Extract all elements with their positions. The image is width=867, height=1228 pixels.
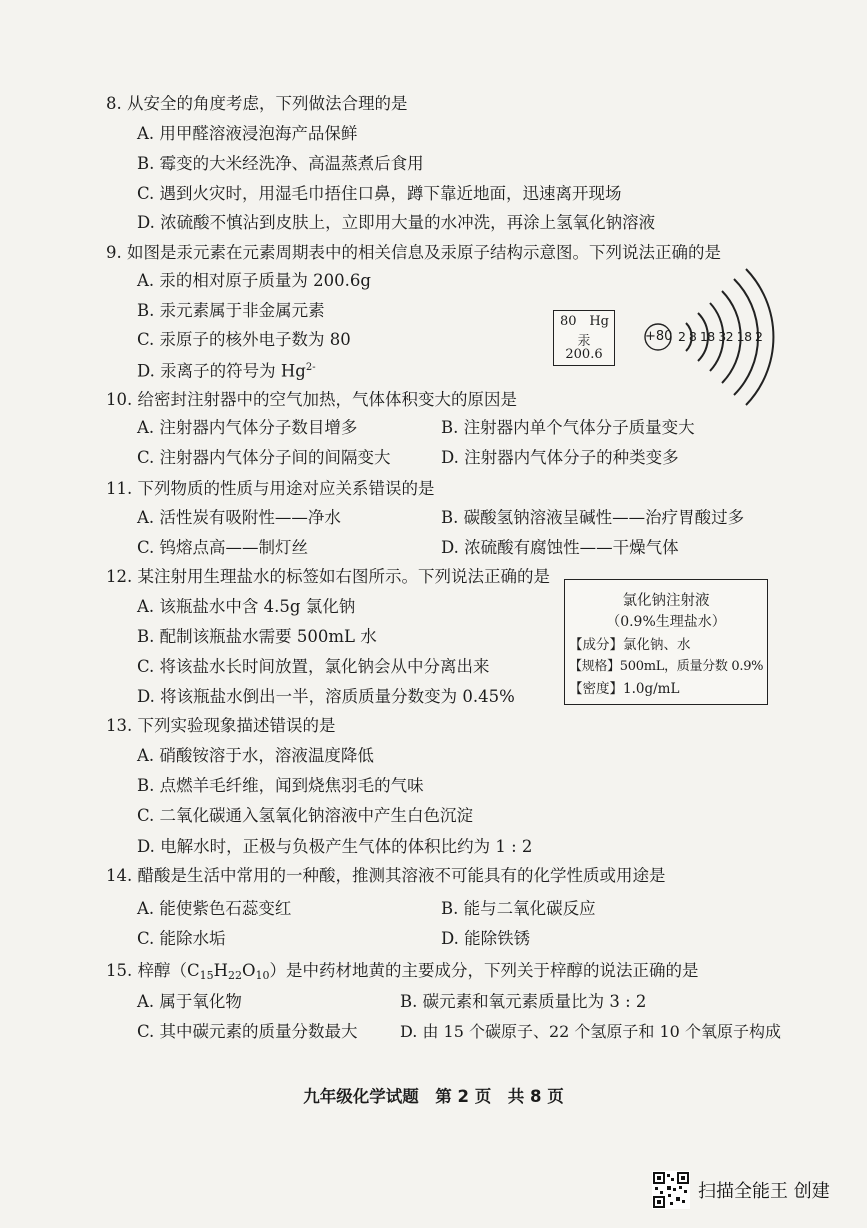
option-10a: A. 注射器内气体分子数目增多: [137, 418, 358, 437]
option-9c: C. 汞原子的核外电子数为 80: [137, 330, 351, 349]
option-13c: C. 二氧化碳通入氢氧化钠溶液中产生白色沉淀: [137, 806, 474, 825]
question-14: 14. 醋酸是生活中常用的一种酸，推测其溶液不可能具有的化学性质或用途是: [106, 866, 666, 885]
question-9: 9. 如图是汞元素在元素周期表中的相关信息及汞原子结构示意图。下列说法正确的是: [106, 243, 721, 262]
question-number: 8.: [106, 94, 122, 113]
element-name: 汞: [577, 334, 591, 349]
question-12: 12. 某注射用生理盐水的标签如右图所示。下列说法正确的是: [106, 567, 550, 586]
element-card: [553, 310, 615, 366]
label-title: 氯化钠注射液: [622, 593, 710, 609]
question-15: 15. 梓醇（C15H22O10）是中药材地黄的主要成分，下列关于梓醇的说法正确的是: [106, 961, 699, 982]
option-15d: D. 由 15 个碳原子、22 个氢原子和 10 个氧原子构成: [400, 1022, 781, 1041]
saline-label: [564, 579, 768, 705]
option-14d: D. 能除铁锈: [441, 929, 531, 948]
option-9a: A. 汞的相对原子质量为 200.6g: [137, 271, 371, 290]
option-8c: C. 遇到火灾时，用湿毛巾捂住口鼻，蹲下靠近地面，迅速离开现场: [137, 184, 622, 203]
question-8: [106, 94, 408, 114]
option-13d: D. 电解水时，正极与负极产生气体的体积比约为 1 : 2: [137, 837, 533, 856]
option-9d: D. 汞离子的符号为 $Hg^{2-}$: [137, 361, 316, 381]
option-12d: D. 将该瓶盐水倒出一半，溶质质量分数变为 0.45%: [137, 687, 515, 706]
qr-code-icon: [652, 1171, 690, 1209]
option-10c: C. 注射器内气体分子间的间隔变大: [137, 448, 391, 467]
element-symbol: Hg: [589, 314, 609, 329]
option-14c: C. 能除水垢: [137, 929, 226, 948]
scanner-watermark: [652, 1170, 830, 1210]
option-15c: C. 其中碳元素的质量分数最大: [137, 1022, 358, 1041]
option-8b: B. 霉变的大米经洗净、高温蒸煮后食用: [137, 154, 424, 173]
option-10d: D. 注射器内气体分子的种类变多: [441, 448, 679, 467]
scanner-text: 扫描全能王 创建: [698, 1181, 830, 1202]
option-8d: D. 浓硫酸不慎沾到皮肤上，立即用大量的水冲洗，再涂上氢氧化钠溶液: [137, 213, 656, 232]
nucleus-charge: +80: [645, 329, 673, 344]
option-9b: B. 汞元素属于非金属元素: [137, 301, 325, 320]
option-13a: A. 硝酸铵溶于水，溶液温度降低: [137, 746, 374, 765]
label-density: 【密度】1.0g/mL: [569, 681, 680, 697]
option-11c: C. 钨熔点高——制灯丝: [137, 538, 309, 557]
option-10b: B. 注射器内单个气体分子质量变大: [441, 418, 695, 437]
question-13: 13. 下列实验现象描述错误的是: [106, 716, 336, 735]
option-12b: B. 配制该瓶盐水需要 500mL 水: [137, 627, 377, 646]
question-text: 从安全的角度考虑，下列做法合理的是: [127, 94, 408, 113]
page-footer: 九年级化学试题 第 2 页 共 8 页: [303, 1087, 564, 1106]
option-11b: B. 碳酸氢钠溶液呈碱性——治疗胃酸过多: [441, 508, 745, 527]
question-11: 11. 下列物质的性质与用途对应关系错误的是: [106, 479, 435, 498]
atomic-number: 80: [560, 314, 577, 329]
option-11a: A. 活性炭有吸附性——净水: [137, 508, 341, 527]
label-subtitle: （0.9%生理盐水）: [606, 614, 726, 630]
option-14a: A. 能使紫色石蕊变红: [137, 899, 292, 918]
question-10: 10. 给密封注射器中的空气加热，气体体积变大的原因是: [106, 390, 517, 409]
option-8a: A. 用甲醛溶液浸泡海产品保鲜: [137, 124, 358, 143]
electron-shell-counts: 2 8 18 32 18 2: [678, 329, 763, 344]
option-11d: D. 浓硫酸有腐蚀性——干燥气体: [441, 538, 679, 557]
atomic-mass: 200.6: [565, 347, 603, 362]
option-15b: B. 碳元素和氧元素质量比为 3 : 2: [400, 992, 647, 1011]
option-12a: A. 该瓶盐水中含 4.5g 氯化钠: [137, 597, 356, 616]
option-13b: B. 点燃羊毛纤维，闻到烧焦羽毛的气味: [137, 776, 424, 795]
label-ingredients: 【成分】氯化钠、水: [569, 637, 691, 653]
option-12c: C. 将该盐水长时间放置，氯化钠会从中分离出来: [137, 657, 490, 676]
label-specification: 【规格】500mL，质量分数 0.9%: [569, 659, 764, 674]
option-15a: A. 属于氧化物: [137, 992, 242, 1011]
option-14b: B. 能与二氧化碳反应: [441, 899, 596, 918]
